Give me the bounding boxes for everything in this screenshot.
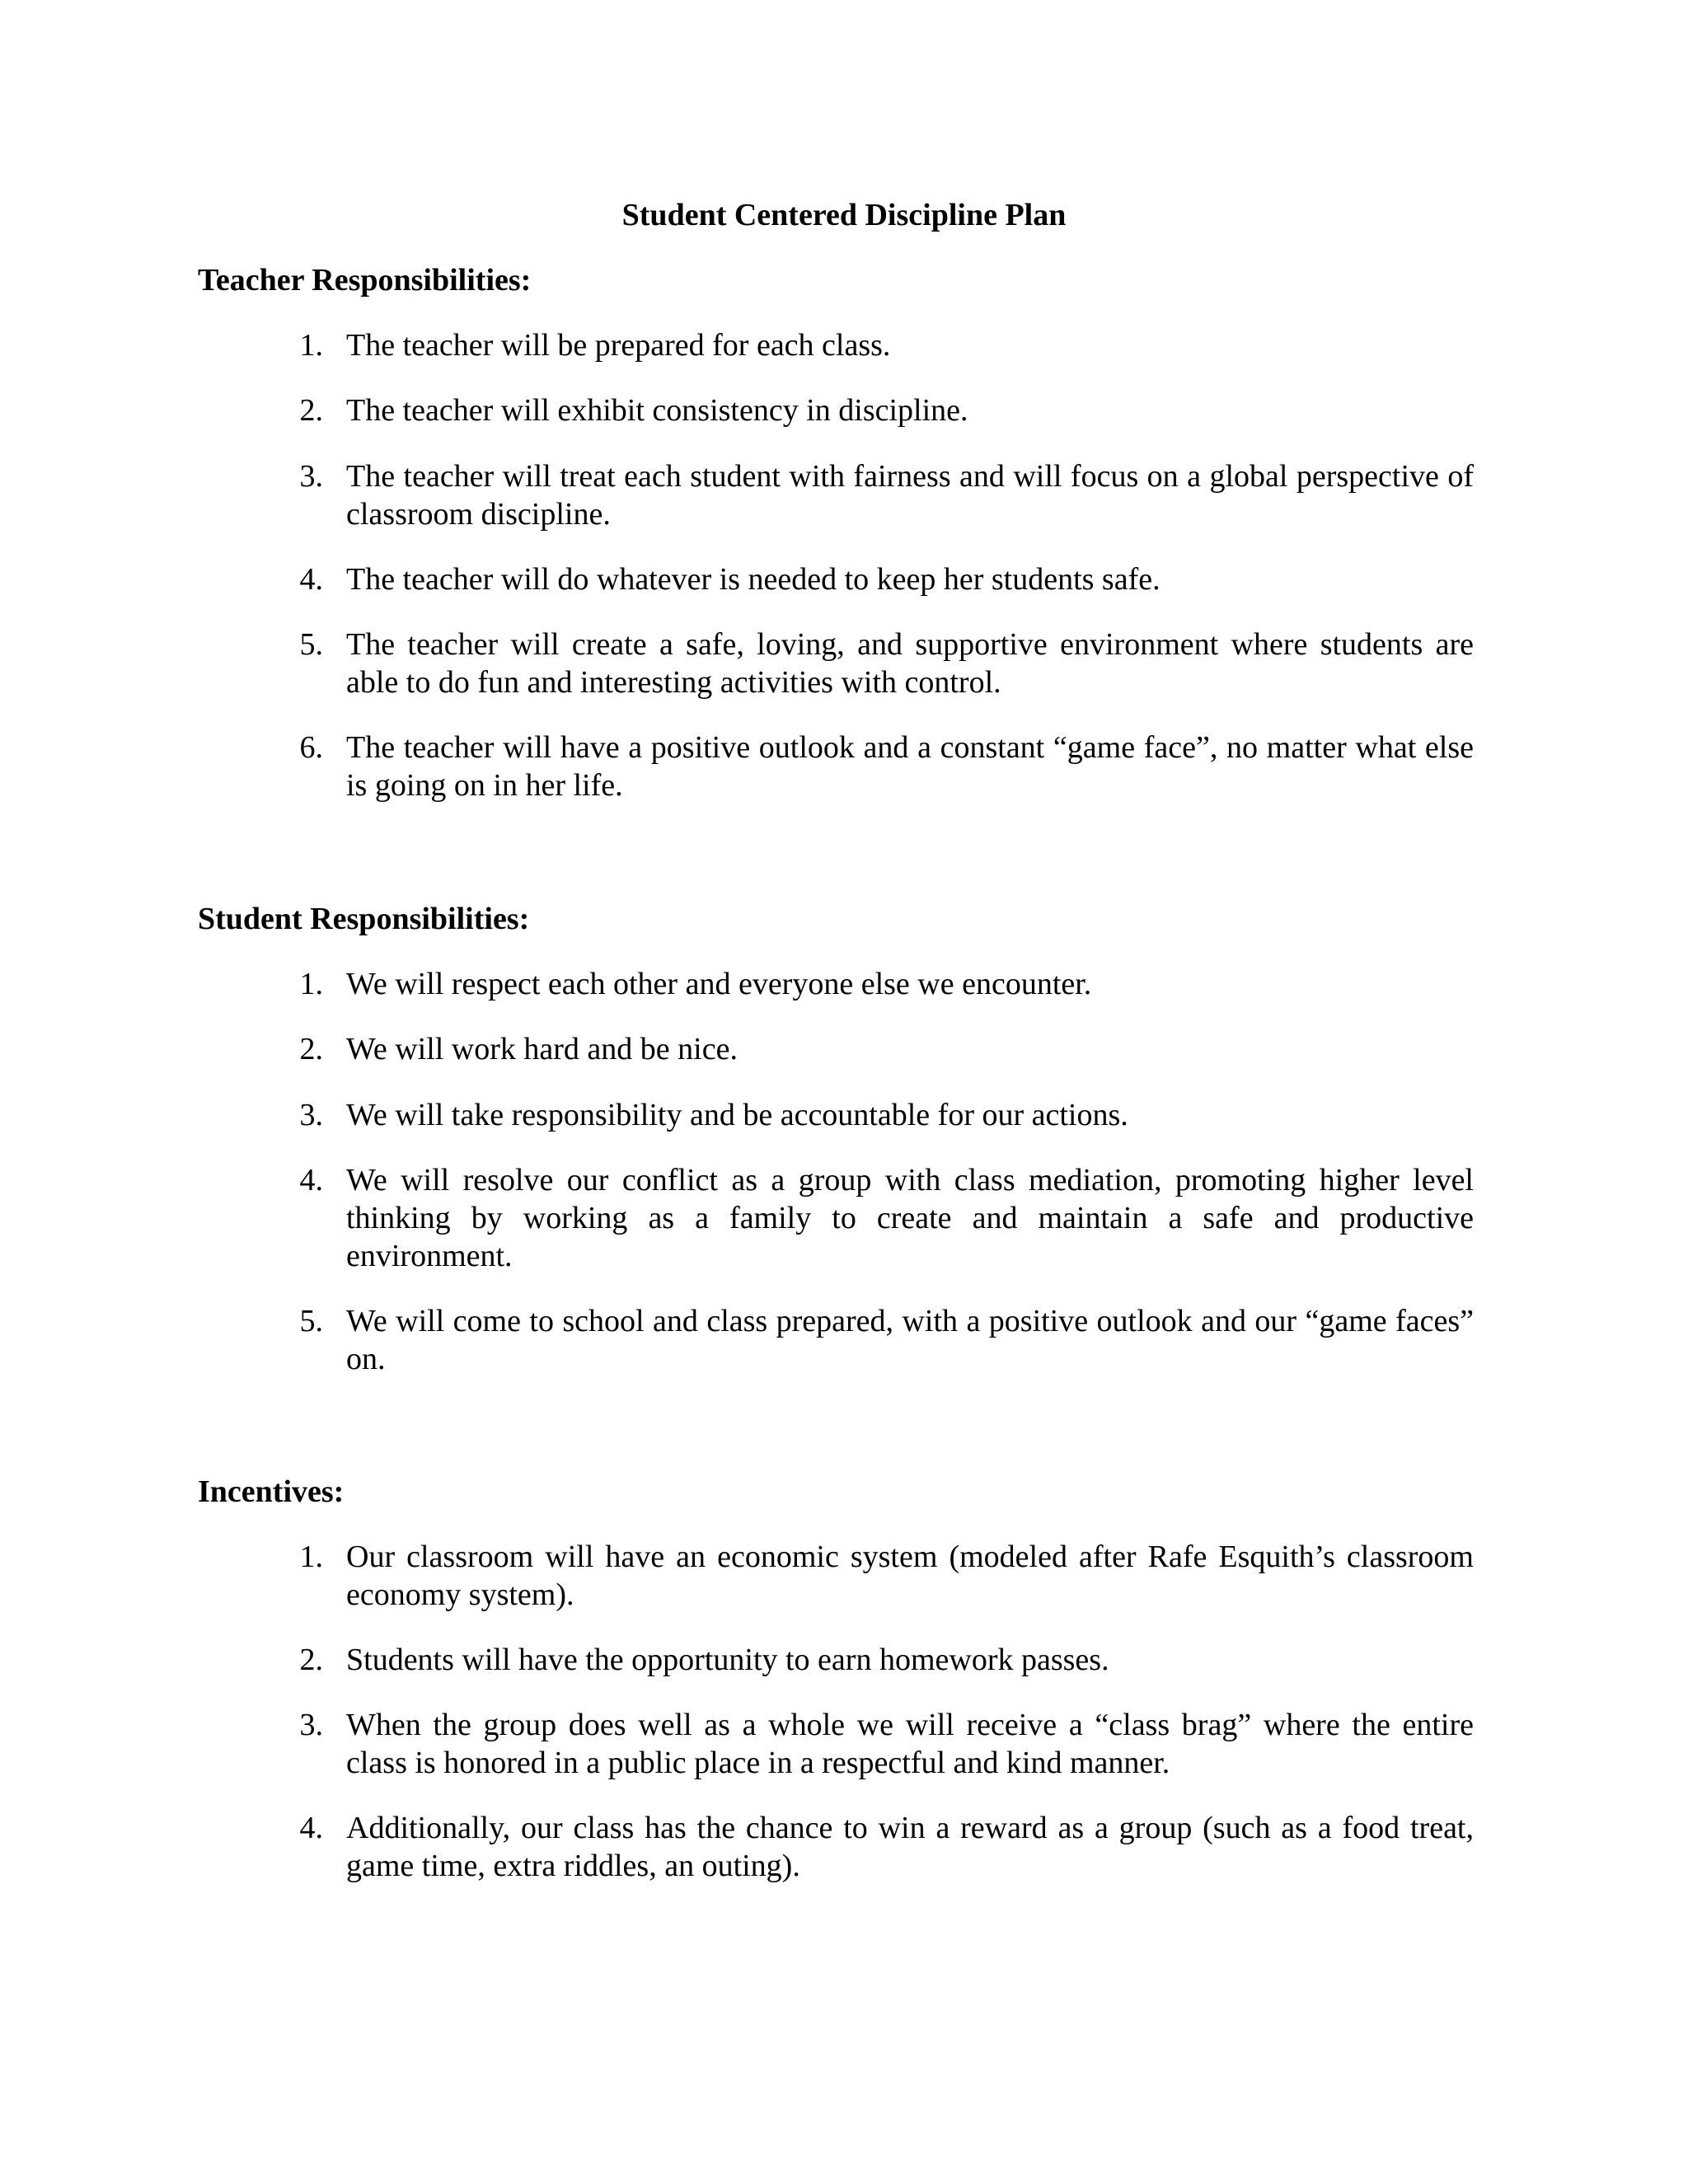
list-item-text: We will take responsibility and be accountable for our actions. <box>346 1098 1128 1132</box>
list-item-number: 4. <box>299 1811 323 1845</box>
list-item-text: Additionally, our class has the chance to win a reward as a group (such as a food treat, game time, extra riddles, an outing). <box>346 1811 1474 1883</box>
list-item-text: We will come to school and class prepared, with a positive outlook and our “game faces” on. <box>346 1304 1474 1376</box>
list-item <box>280 965 1474 1003</box>
list-item-number: 1. <box>299 967 323 1001</box>
list-item-number: 3. <box>299 1098 323 1132</box>
list-item-text: Our classroom will have an economic system (modeled after Rafe Esquith’s classroom economy system). <box>346 1540 1474 1612</box>
list-item-number: 5. <box>299 627 323 662</box>
list-item <box>280 1706 1474 1782</box>
list-item <box>280 560 1474 598</box>
list-item-text: When the group does well as a whole we will receive a “class brag” where the entire class is honored in a public place in a respectful and kind manner. <box>346 1708 1474 1780</box>
list-item <box>280 729 1474 804</box>
list-item <box>280 626 1474 701</box>
list-item-text: We will respect each other and everyone else we encounter. <box>346 967 1092 1001</box>
list-item <box>280 391 1474 429</box>
list-item-number: 4. <box>299 1163 323 1197</box>
list-item-number: 3. <box>299 1708 323 1742</box>
list-item-text: The teacher will do whatever is needed to keep her students safe. <box>346 562 1160 597</box>
list-item-number: 6. <box>299 730 323 765</box>
list-item-number: 1. <box>299 1540 323 1574</box>
list-item-number: 1. <box>299 328 323 363</box>
list-item <box>280 1096 1474 1134</box>
list-item-text: Students will have the opportunity to earn homework passes. <box>346 1643 1109 1677</box>
list-item-number: 5. <box>299 1304 323 1338</box>
list-item-text: The teacher will be prepared for each class. <box>346 328 891 363</box>
list-item <box>280 1538 1474 1614</box>
list-item-text: We will resolve our conflict as a group with class mediation, promoting higher level thinking by working as a family to create and maintain a safe and productive environment. <box>346 1163 1474 1273</box>
list-item <box>280 457 1474 533</box>
list-item-text: The teacher will have a positive outlook and a constant “game face”, no matter what else is going on in her life. <box>346 730 1474 803</box>
list-item <box>280 1161 1474 1275</box>
list-item-number: 2. <box>299 1032 323 1066</box>
section-heading-teacher-responsibilities: Teacher Responsibilities: <box>198 263 532 298</box>
list-item <box>280 326 1474 364</box>
list-item <box>280 1302 1474 1378</box>
list-item <box>280 1641 1474 1679</box>
list-item <box>280 1030 1474 1068</box>
list-item-text: The teacher will create a safe, loving, and supportive environment where students are able to do fun and interesting activities with control. <box>346 627 1474 700</box>
section-heading-incentives: Incentives: <box>198 1474 345 1509</box>
section-heading-student-responsibilities: Student Responsibilities: <box>198 902 530 936</box>
list-item-text: The teacher will treat each student with fairness and will focus on a global perspective of classroom discipline. <box>346 459 1474 532</box>
list-item <box>280 1809 1474 1885</box>
list-item-text: We will work hard and be nice. <box>346 1032 738 1066</box>
list-item-number: 2. <box>299 1643 323 1677</box>
page-title: Student Centered Discipline Plan <box>621 198 1067 232</box>
list-item-text: The teacher will exhibit consistency in discipline. <box>346 393 968 428</box>
list-item-number: 2. <box>299 393 323 428</box>
list-item-number: 3. <box>299 459 323 494</box>
list-item-number: 4. <box>299 562 323 597</box>
